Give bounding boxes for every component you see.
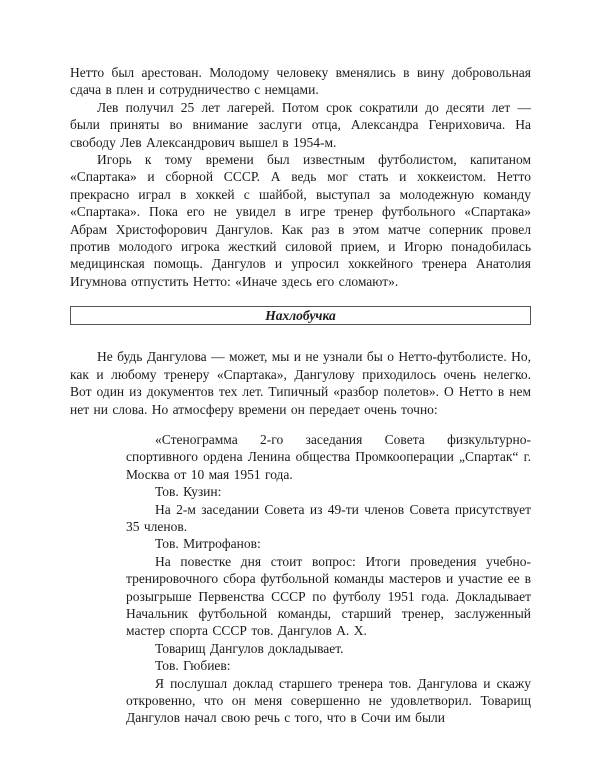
quote-paragraph: Товарищ Дангулов докладывает. [155, 640, 344, 656]
quote-paragraph: «Стенограмма 2-го заседания Совета физкультурно-спортивного ордена Ленина общества Промкооперации „Спартак“ г. Москва от 10 мая 1951 года. [126, 431, 531, 482]
section-heading: Нахлобучка [265, 308, 336, 324]
body-paragraph: Не будь Дангулова — может, мы и не узнали бы о Нетто-футболисте. Но, как и любому тренеру «Спартака», Дангулову приходилось очень нелегко. Вот один из документов тех лет. Типичный «разбор полетов». О Нетто в нем нет ни слова. Но атмосферу времени он передает очень точно: [70, 349, 531, 417]
transcript-quote-block [126, 431, 531, 727]
quote-paragraph: На повестке дня стоит вопрос: Итоги проведения учебно-тренировочного сбора футбольной команды мастеров и участие ее в розыгрыше Первенства СССР по футболу 1951 года. Докладывает Начальник футбольной команды, старший тренер, заслуженный мастер спорта СССР тов. Дангулов А. Х. [126, 553, 531, 639]
body-paragraph: Лев получил 25 лет лагерей. Потом срок сократили до десяти лет — были приняты во внимание заслуги отца, Александра Генриховича. На свободу Лев Александрович вышел в 1954-м. [70, 99, 531, 150]
quote-speaker-line: Тов. Митрофанов: [155, 536, 261, 552]
quote-paragraph: Я послушал доклад старшего тренера тов. Дангулова и скажу откровенно, что он меня совершенно не удовлетворил. Товарищ Дангулов начал свою речь с того, что в Сочи им были [126, 675, 531, 726]
quote-speaker-line: Тов. Кузин: [155, 484, 222, 500]
body-paragraph: Игорь к тому времени был известным футболистом, капитаном «Спартака» и сборной СССР. А ведь мог стать и хоккеистом. Нетто прекрасно играл в хоккей с шайбой, выступал за молодежную команду «Спартака». Пока его не увидел в игре тренер футбольного «Спартака» Абрам Христофорович Дангулов. Как раз в этом матче соперник провел против молодого игрока жесткий силовой прием, и Игорю понадобилась медицинская помощь. Дангулов и упросил хоккейного тренера Анатолия Игумнова отпустить Нетто: «Иначе здесь его сломают». [70, 152, 531, 289]
body-paragraph: Нетто был арестован. Молодому человеку вменялись в вину добровольная сдача в плен и сотрудничество с немцами. [70, 65, 531, 98]
section-heading-box [70, 306, 531, 325]
quote-paragraph: На 2-м заседании Совета из 49-ти членов Совета присутствует 35 членов. [126, 501, 531, 534]
quote-speaker-line: Тов. Гюбиев: [155, 658, 231, 674]
